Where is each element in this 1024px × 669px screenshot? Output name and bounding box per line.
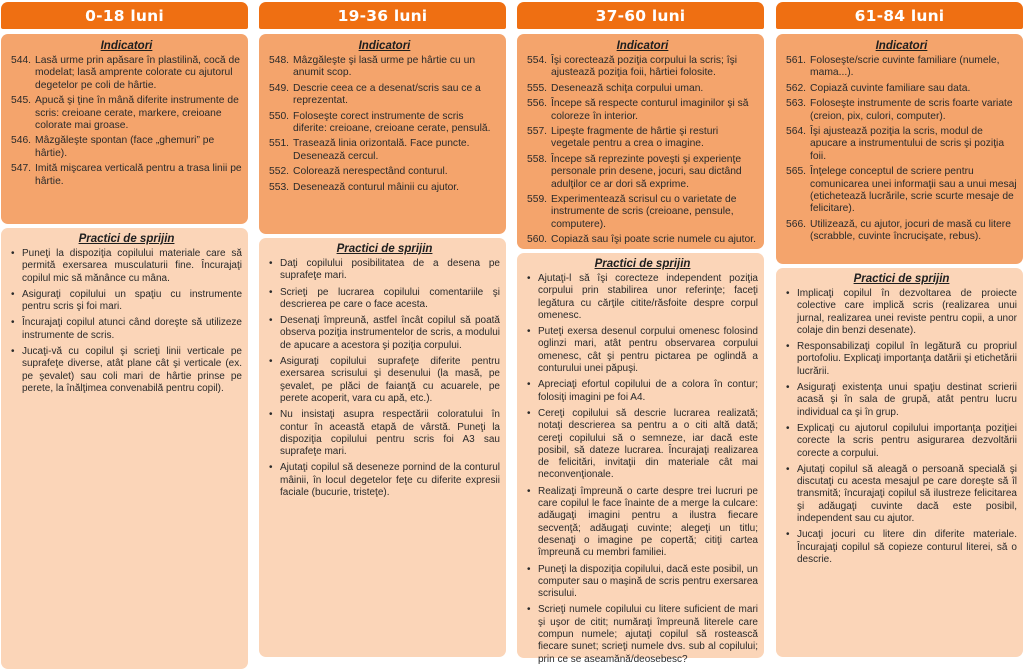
indicators-panel (1, 34, 248, 224)
indicator-text: Imită mişcarea verticală pentru a trasa linii pe hârtie. (35, 163, 242, 187)
practices-title: Practici de sprijin (853, 273, 950, 285)
bullet-icon: • (527, 485, 531, 497)
indicator-item (527, 98, 758, 123)
practices-title: Practici de sprijin (78, 233, 175, 245)
indicator-text: Experimentează scrisul cu o varietate de instrumente de scris (creioane, pensule, computere). (551, 194, 737, 230)
indicators-panel (517, 34, 764, 249)
indicator-number: 564. (786, 126, 807, 138)
indicators-title: Indicatori (875, 40, 928, 52)
indicator-item (786, 166, 1017, 216)
practice-text: Puteţi exersa desenul corpului omenesc folosind oglinzi mari, atât pentru observarea corpului omenesc, cât şi pentru pictarea pe oglindă a conturului unei păpuşi. (538, 326, 758, 375)
practices-list (269, 258, 500, 499)
indicators-list (269, 55, 500, 194)
practice-text: Implicaţi copilul în dezvoltarea de proiecte colective care implică scris (realizarea unui jurnal, realizarea unei reviste pentru copii, a unor colaje din benzi desenate). (797, 288, 1017, 336)
column-37-60 (517, 2, 764, 665)
bullet-icon: • (269, 286, 273, 298)
indicator-item (786, 126, 1017, 163)
indicator-text: Colorează nerespectând conturul. (293, 166, 448, 178)
practice-item (527, 379, 758, 404)
practice-item (269, 258, 500, 283)
indicator-text: Descrie ceea ce a desenat/scris sau ce a reprezentat. (293, 82, 481, 107)
practices-panel (776, 268, 1023, 657)
indicator-number: 546. (11, 135, 32, 147)
bullet-icon: • (269, 409, 273, 421)
indicator-number: 553. (269, 181, 290, 193)
practice-text: Ajutaţi copilul să deseneze pornind de la conturul mâinii, în locul degetelor feţe cu diferite expresii faciale (bucurie, tristeţe). (280, 462, 500, 499)
indicators-title: Indicatori (100, 40, 153, 52)
indicator-text: Copiază sau îşi poate scrie numele cu ajutor. (551, 234, 756, 246)
bullet-icon: • (786, 422, 790, 434)
practices-panel (1, 228, 248, 669)
practice-item (527, 604, 758, 665)
bullet-icon: • (527, 379, 531, 391)
indicator-item (269, 182, 500, 194)
practice-item (11, 248, 242, 285)
indicator-number: 566. (786, 218, 807, 230)
practice-text: Responsabilizaţi copilul în legătură cu propriul portofoliu. Explicaţi importanţa datării şi etichetării lucrării. (797, 341, 1017, 377)
bullet-icon: • (11, 288, 15, 300)
practice-item (527, 564, 758, 601)
bullet-icon: • (527, 326, 531, 338)
practice-text: Cereţi copilului să descrie lucrarea realizată; notaţi descrierea sa pentru a o citi altă dată; cereţi copilului să o semneze, iar dacă este posibil, să dateze lucrarea. Încurajaţi realizarea de felicitări, invitaţii din materiale cât mai neconvenţionale. (538, 407, 758, 481)
practice-text: Scrieţi pe lucrarea copilului comentariile şi descrierea pe care o face acesta. (280, 286, 500, 310)
practice-item (527, 486, 758, 560)
bullet-icon: • (786, 341, 790, 353)
practices-title: Practici de sprijin (594, 258, 691, 270)
bullet-icon: • (527, 563, 531, 575)
bullet-icon: • (269, 315, 273, 327)
indicators-panel (776, 34, 1023, 264)
indicator-text: Utilizează, cu ajutor, jocuri de masă cu litere (scrabble, cuvinte încrucişate, rebus). (810, 218, 1011, 243)
practices-list (786, 288, 1017, 566)
indicator-number: 554. (527, 55, 548, 66)
indicator-number: 563. (786, 98, 807, 110)
indicator-number: 548. (269, 55, 290, 66)
bullet-icon: • (527, 407, 531, 419)
bullet-icon: • (269, 356, 273, 368)
indicator-item (786, 55, 1017, 80)
bullet-icon: • (11, 317, 15, 329)
indicator-item (527, 234, 758, 246)
indicator-text: Lasă urme prin apăsare în plastilină, cocă de modelat; lasă amprente colorate cu ajutorul degetelor pe coli de hârtie. (35, 55, 240, 91)
practice-text: Jucaţi-vă cu copilul şi scrieţi linii verticale pe suprafeţe diverse, atât plane cât şi verticale (ex. pe şevalet) sau coli mari de hârtie prinse pe perete, la înălţimea convenabilă pentru copil). (22, 346, 242, 394)
indicator-item (11, 135, 242, 160)
practice-item (269, 409, 500, 458)
indicator-text: Trasează linia orizontală. Face puncte. Desenează cercul. (293, 138, 470, 162)
bullet-icon: • (786, 288, 790, 299)
age-header: 19-36 luni (259, 2, 506, 29)
indicator-number: 557. (527, 126, 548, 138)
indicator-text: Mâzgăleşte şi lasă urme pe hârtie cu un anumit scop. (293, 55, 476, 79)
indicator-text: Îşi corectează poziţia corpului la scris; îşi ajustează poziţia foii, hârtiei folosite. (551, 55, 738, 79)
indicator-number: 562. (786, 82, 807, 94)
indicator-item (269, 111, 500, 136)
age-header: 0-18 luni (1, 2, 248, 29)
indicator-item (527, 194, 758, 231)
indicators-list (786, 55, 1017, 244)
indicator-item (269, 83, 500, 108)
bullet-icon: • (786, 529, 790, 541)
practice-text: Nu insistaţi asupra respectării coloratului în contur în această etapă de vârstă. Puneţi la dispoziţia copilului pentru scris foi A3 sau suprafeţe mari. (280, 409, 500, 458)
practice-item (786, 288, 1017, 337)
indicator-item (786, 219, 1017, 244)
indicator-item (11, 163, 242, 188)
practice-text: Ajutaţi copilul să aleagă o persoană specială şi discutaţi cu acesta mesajul pe care doreşte să îl transmită; încurajaţi copilul să ilustreze felicitarea şi adăugaţi cuvinte dacă este posibil, independent sau cu ajutor. (797, 463, 1017, 525)
indicator-number: 550. (269, 110, 290, 122)
indicator-item (269, 138, 500, 163)
indicator-text: Foloseşte instrumente de scris foarte variate (creion, pix, culori, computer). (810, 98, 1013, 122)
indicator-text: Copiază cuvinte familiare sau data. (810, 82, 971, 94)
indicators-title: Indicatori (616, 40, 669, 52)
practice-item (269, 462, 500, 499)
indicator-item (786, 83, 1017, 95)
practices-panel (517, 253, 764, 665)
practices-title: Practici de sprijin (336, 243, 433, 255)
indicators-panel (259, 34, 506, 234)
indicator-item (527, 154, 758, 191)
practice-item (11, 289, 242, 314)
practice-text: Realizaţi împreună o carte despre trei lucruri pe care copilul le face înainte de a merge la culcare: adăugaţi imagini pentru a ilustra fiecare secvenţă; adăugaţi cuvinte; alegeţi un titlu; desenaţi o imagine pe copertă; citiţi cartea împreună cu membri familiei. (538, 485, 758, 559)
age-header: 61-84 luni (776, 2, 1023, 29)
practice-item (786, 464, 1017, 525)
indicators-list (527, 55, 758, 247)
bullet-icon: • (269, 462, 273, 474)
indicator-number: 559. (527, 194, 548, 206)
practice-item (527, 273, 758, 322)
indicator-text: Foloseşte/scrie cuvinte familiare (numele, mama...). (810, 55, 1000, 79)
practice-text: Desenaţi împreună, astfel încât copilul să poată observa poziţia instrumentelor de scris, a modului de apucare a acestora şi poziţia corpului. (280, 315, 500, 351)
practice-item (786, 423, 1017, 460)
indicator-number: 545. (11, 95, 32, 107)
indicator-text: Înţelege conceptul de scriere pentru comunicarea unei informaţii sau a unui mesaj (etichetează lucrările, scrie scurte mesaje de felicitare). (810, 166, 1017, 215)
indicator-text: Începe să respecte conturul imaginilor şi să coloreze în interior. (551, 98, 749, 122)
indicator-number: 556. (527, 98, 548, 110)
practice-item (11, 346, 242, 395)
practice-text: Puneţi la dispoziţia copilului materiale care să permită exersarea musculaturii fine. Încurajaţi copilul mic să mănânce cu mâna. (22, 248, 242, 284)
indicator-number: 547. (11, 163, 32, 175)
practice-text: Puneţi la dispoziţia copilului, dacă este posibil, un computer sau o maşină de scris pentru exersarea scrisului. (538, 563, 758, 600)
indicator-text: Foloseşte corect instrumente de scris diferite: creioane, creioane cerate, pensulă. (293, 110, 491, 135)
practice-text: Explicaţi cu ajutorul copilului importanţa poziţiei corecte la scris pentru asigurarea dezvoltării corecte a corpului. (797, 422, 1017, 459)
age-header: 37-60 luni (517, 2, 764, 29)
bullet-icon: • (527, 604, 531, 616)
indicator-item (11, 95, 242, 132)
indicator-number: 560. (527, 234, 548, 246)
indicator-number: 549. (269, 82, 290, 94)
bullet-icon: • (527, 273, 531, 284)
practice-text: Asiguraţi copilului un spaţiu cu instrumente pentru scris şi foi mari. (22, 288, 242, 313)
indicator-number: 552. (269, 166, 290, 178)
practice-item (269, 356, 500, 405)
indicator-text: Apucă şi ţine în mână diferite instrumente de scris: creioane cerate, markere, creioane colorate mai groase. (35, 95, 239, 132)
practices-list (11, 248, 242, 395)
indicator-text: Începe să reprezinte poveşti şi experienţe personale prin desene, jocuri, sau dictând adulţilor ce ar dori să exprime. (551, 153, 742, 190)
practice-text: Ajutaţi-l să îşi corecteze independent poziţia corpului prin stabilirea unor referinţe; faceţi legătura cu cărţile citite/răsfoite despre corpul omenesc. (538, 273, 758, 321)
practice-text: Asiguraţi existenţa unui spaţiu destinat scrierii acasă şi în sala de grupă, atât pentru lucru individual ca şi în grup. (797, 382, 1017, 418)
practice-text: Încurajaţi copilul atunci când doreşte să utilizeze instrumente de scris. (22, 317, 242, 341)
practice-item (527, 326, 758, 375)
bullet-icon: • (786, 463, 790, 475)
indicators-list (11, 55, 242, 188)
practice-item (786, 341, 1017, 378)
column-19-36 (259, 2, 506, 658)
indicator-text: Lipeşte fragmente de hârtie şi resturi vegetale pentru a crea o imagine. (551, 126, 719, 150)
bullet-icon: • (786, 382, 790, 394)
indicators-title: Indicatori (358, 40, 411, 52)
indicator-text: Mâzgăleşte spontan (face „ghemuri” pe hârtie). (35, 135, 215, 159)
indicator-number: 544. (11, 55, 32, 66)
indicator-item (527, 83, 758, 95)
indicator-item (269, 55, 500, 80)
bullet-icon: • (269, 258, 273, 269)
practice-item (786, 529, 1017, 566)
practice-text: Asiguraţi copilului suprafeţe diferite pentru exersarea scrisului şi desenului (la masă, pe şevalet, pe plăci de faianţă cu acuarele, pe perete acoperit, vara cu apă, etc.). (280, 356, 500, 404)
practice-text: Scrieţi numele copilului cu litere suficient de mari şi uşor de citit; număraţi împreună literele care compun numele; ajutaţi copilul să rostească fiecare sunet; scrieţi numele dvs. sub al copilului; prin ce se aseamănă/deosebesc? (538, 604, 758, 665)
indicator-item (786, 98, 1017, 123)
indicator-number: 555. (527, 82, 548, 94)
practice-text: Apreciaţi efortul copilului de a colora în contur; folosiţi imagini pe foi A4. (538, 379, 758, 403)
column-0-18 (1, 2, 248, 658)
column-61-84 (776, 2, 1023, 658)
practice-text: Daţi copilului posibilitatea de a desena pe suprafeţe mari. (280, 258, 500, 282)
practices-list (527, 273, 758, 666)
practice-text: Jucaţi jocuri cu litere din diferite materiale. Încurajaţi copilul să copieze conturul literei, să o descrie. (797, 529, 1017, 565)
indicator-number: 551. (269, 138, 290, 150)
practice-item (11, 317, 242, 342)
indicator-item (527, 126, 758, 151)
indicator-number: 561. (786, 55, 807, 66)
indicator-number: 558. (527, 153, 548, 165)
practices-panel (259, 238, 506, 657)
indicator-item (11, 55, 242, 92)
practice-item (527, 408, 758, 482)
practice-item (269, 315, 500, 352)
indicator-item (527, 55, 758, 80)
bullet-icon: • (11, 346, 15, 358)
indicator-text: Îşi ajustează poziţia la scris, modul de apucare a instrumentului de scris şi poziţia foii. (810, 126, 1005, 162)
indicator-text: Desenează conturul mâinii cu ajutor. (293, 181, 460, 193)
bullet-icon: • (11, 248, 15, 259)
indicator-number: 565. (786, 166, 807, 178)
practice-item (269, 287, 500, 312)
practice-item (786, 382, 1017, 419)
indicator-item (269, 166, 500, 178)
indicator-text: Desenează schiţa corpului uman. (551, 82, 704, 94)
